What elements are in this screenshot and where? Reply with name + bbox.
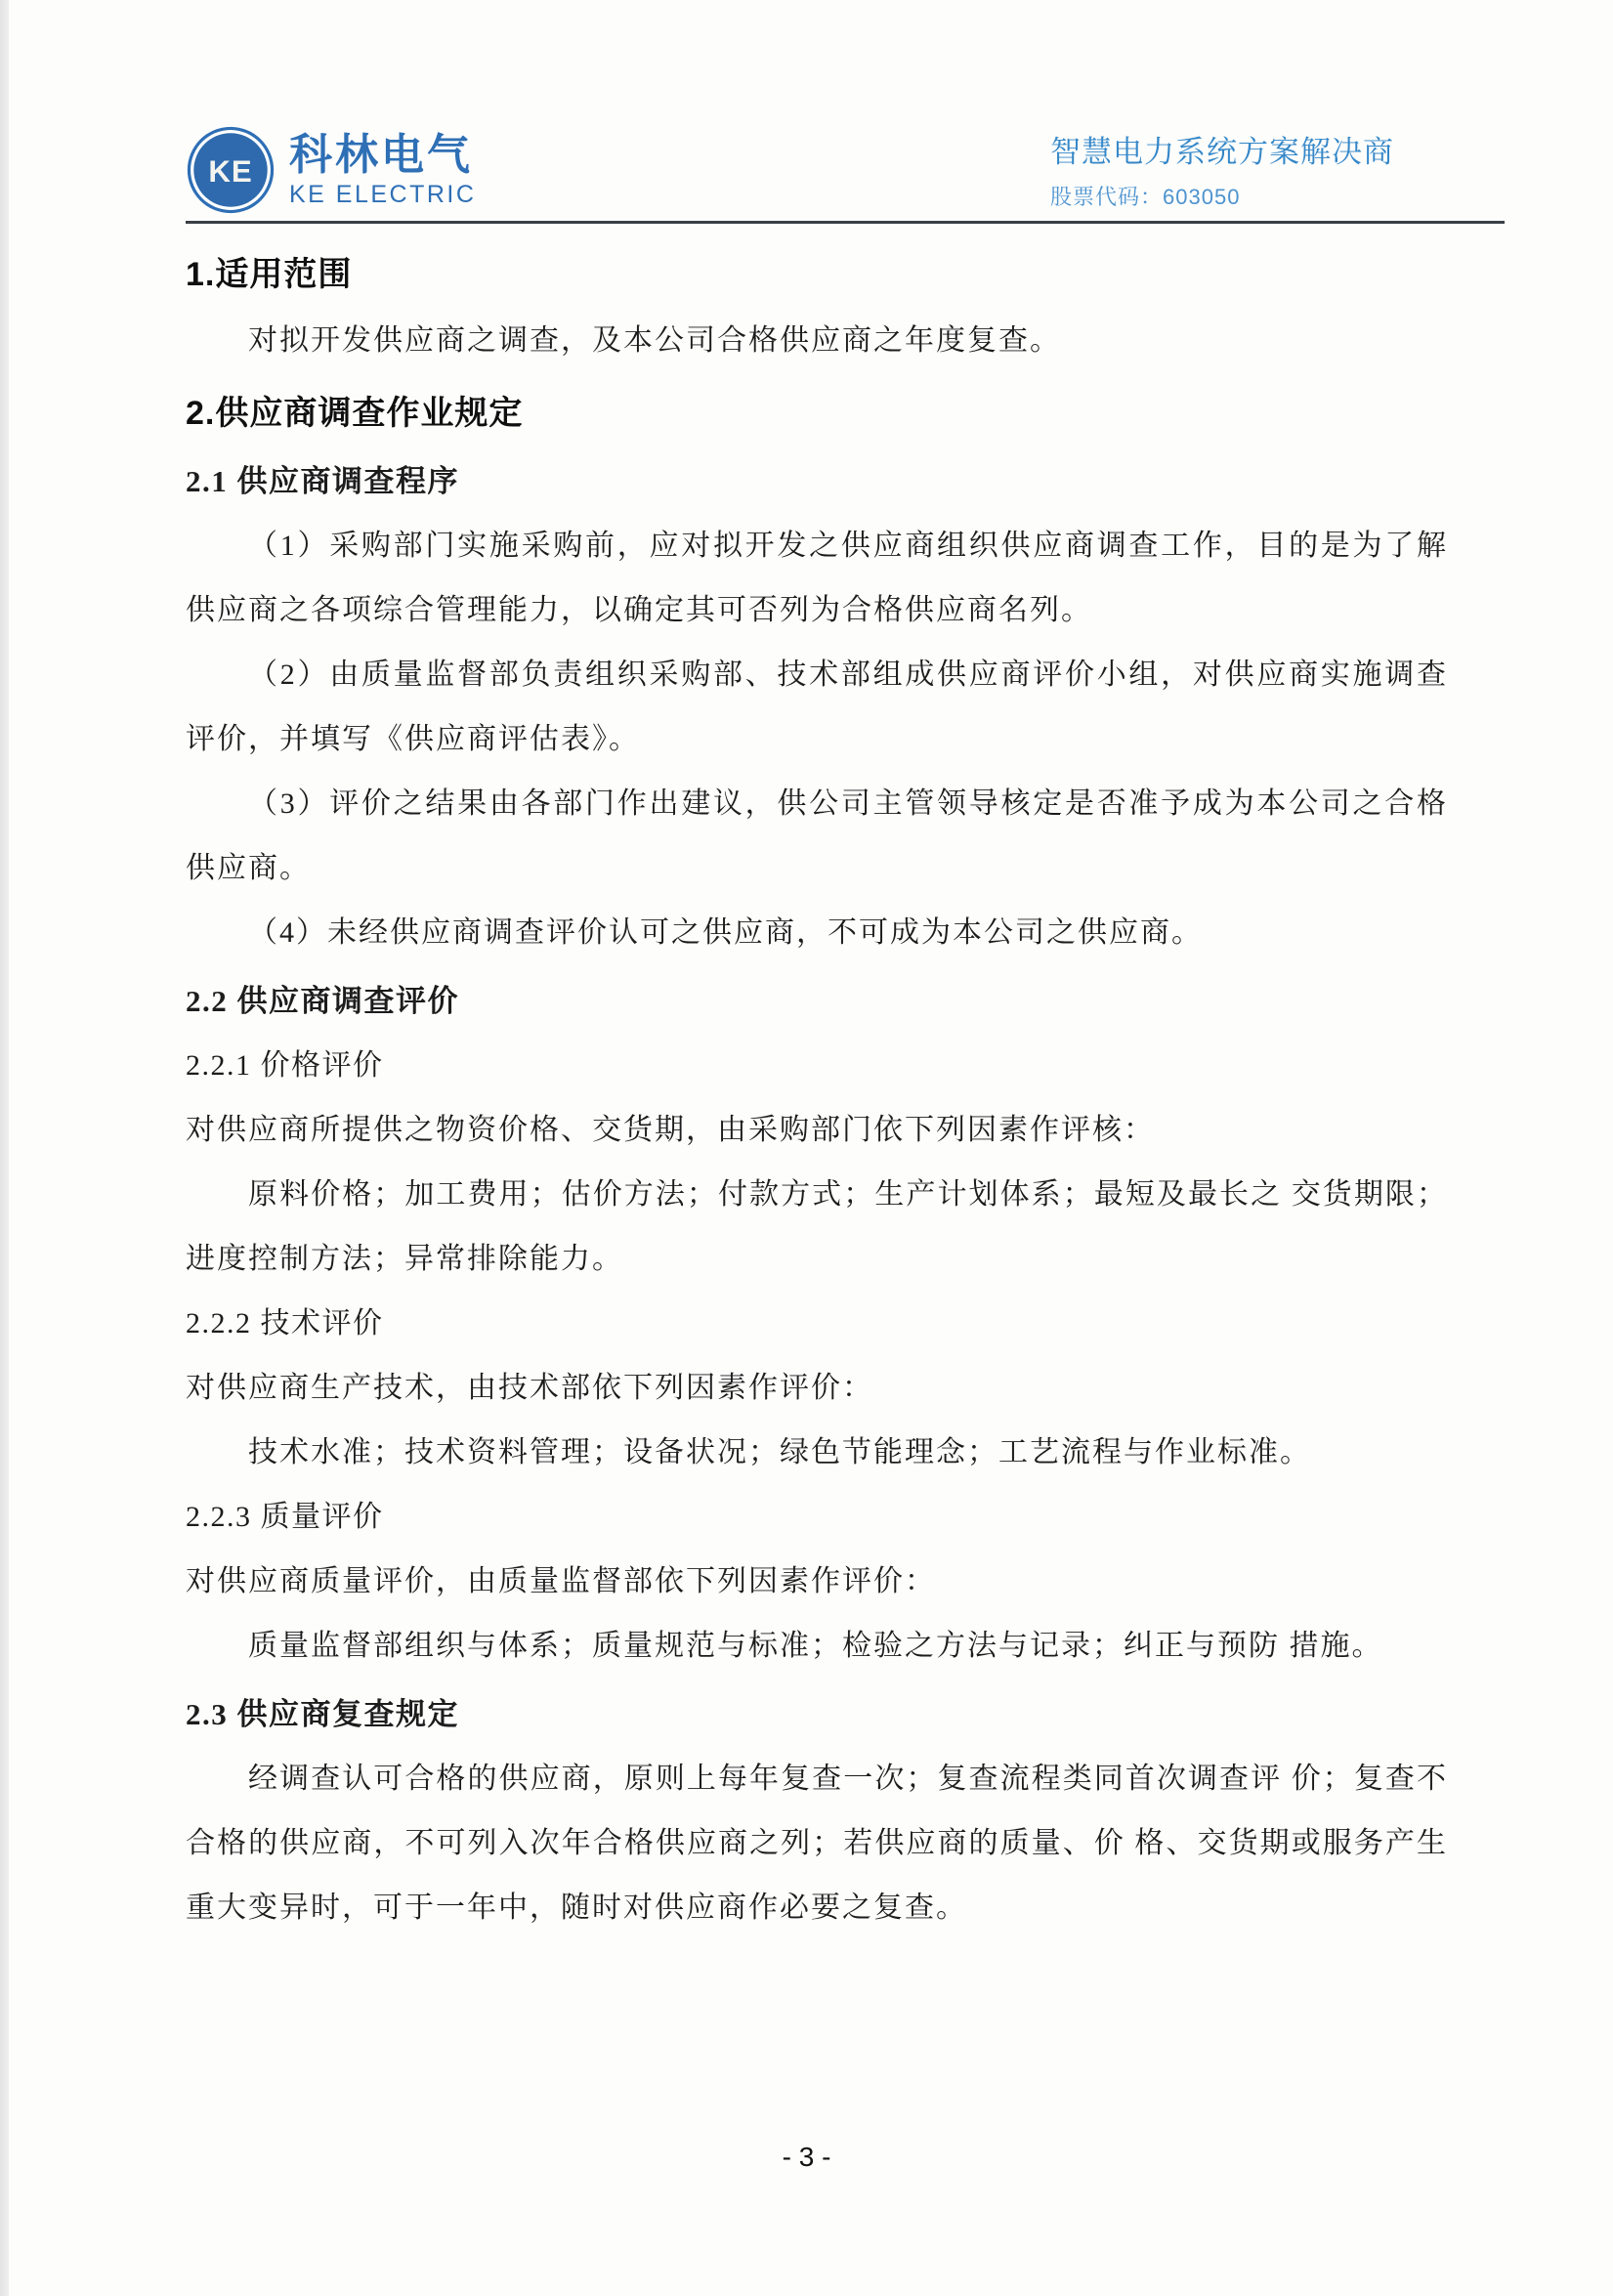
scan-edge-artifact: [0, 0, 9, 2296]
section-heading: 2.2.1 价格评价: [186, 1049, 384, 1082]
header-right: [1050, 133, 1505, 211]
paragraph: （3）评价之结果由各部门作出建议，供公司主管领导核定是否准予成为本公司之合格供应商。: [186, 787, 1448, 884]
stock-code-label: 股票代码：: [1050, 185, 1164, 210]
brand-name-cn: 科林电气: [289, 130, 473, 179]
paragraph: 对供应商生产技术，由技术部依下列因素作评价：: [186, 1372, 873, 1404]
page-number: - 3 -: [782, 2142, 831, 2172]
page-header: [186, 125, 1505, 224]
stock-code-value: 603050: [1163, 185, 1241, 210]
section-heading: 1.适用范围: [186, 256, 353, 293]
section-heading: 2.供应商调查作业规定: [186, 395, 524, 432]
brand-block: [186, 125, 476, 215]
paragraph: （4）未经供应商调查评价认可之供应商，不可成为本公司之供应商。: [248, 916, 1203, 949]
paragraph: 对供应商质量评价，由质量监督部依下列因素作评价：: [186, 1565, 936, 1597]
stock-code-line: [1050, 181, 1505, 211]
svg-text:KE: KE: [208, 153, 253, 189]
section-heading: 2.3 供应商复查规定: [186, 1697, 459, 1731]
document-body: [186, 234, 1448, 1940]
page-footer: [0, 2142, 1613, 2173]
paragraph: 质量监督部组织与体系；质量规范与标准；检验之方法与记录；纠正与预防 措施。: [248, 1630, 1383, 1662]
ke-electric-logo-icon: [186, 125, 276, 215]
section-heading: 2.1 供应商调查程序: [186, 464, 459, 498]
paragraph: （1）采购部门实施采购前，应对拟开发之供应商组织供应商调查工作，目的是为了解供应商之各项综合管理能力，以确定其可否列为合格供应商名列。: [186, 530, 1448, 626]
paragraph: （2）由质量监督部负责组织采购部、技术部组成供应商评价小组，对供应商实施调查评价，并填写《供应商评估表》。: [186, 659, 1448, 755]
paragraph: 对供应商所提供之物资价格、交货期，由采购部门依下列因素作评核：: [186, 1114, 1155, 1146]
section-heading: 2.2 供应商调查评价: [186, 984, 459, 1018]
brand-text: [289, 130, 477, 208]
section-heading: 2.2.2 技术评价: [186, 1307, 384, 1339]
section-heading: 2.2.3 质量评价: [186, 1501, 384, 1533]
company-tagline: 智慧电力系统方案解决商: [1050, 135, 1394, 169]
brand-name-en: KE ELECTRIC: [289, 180, 477, 208]
paragraph: 技术水准；技术资料管理；设备状况；绿色节能理念；工艺流程与作业标准。: [248, 1436, 1311, 1468]
paragraph: 经调查认可合格的供应商，原则上每年复查一次；复查流程类同首次调查评 价；复查不合格的供应商，不可列入次年合格供应商之列；若供应商的质量、价 格、交货期或服务产生重大变异时，可于一年中，随时对供应商作必要之复查。: [186, 1763, 1448, 1924]
paragraph: 对拟开发供应商之调查，及本公司合格供应商之年度复查。: [248, 324, 1061, 357]
paragraph: 原料价格；加工费用；估价方法；付款方式；生产计划体系；最短及最长之 交货期限；进度控制方法；异常排除能力。: [186, 1178, 1448, 1275]
